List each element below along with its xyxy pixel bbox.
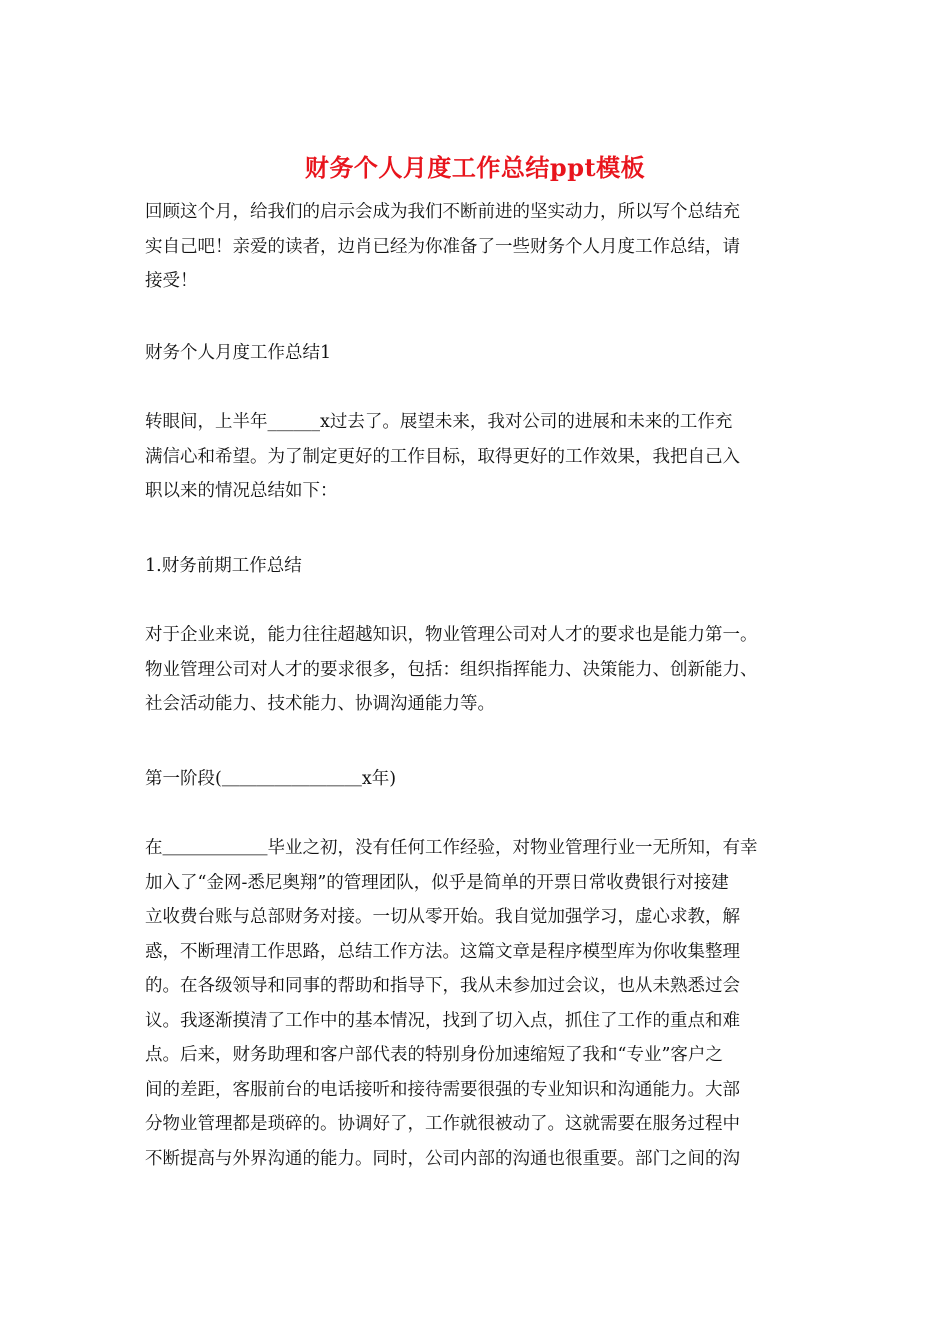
text-line: 的。在各级领导和同事的帮助和指导下，我从未参加过会议，也从未熟悉过会 (145, 976, 740, 996)
paragraph-1 (145, 405, 815, 509)
text-line: 加入了“金网-悉尼奥翔”的管理团队，似乎是简单的开票日常收费银行对接建 (145, 872, 729, 893)
document-title: 财务个人月度工作总结ppt模板 (304, 153, 646, 182)
text-line: 满信心和希望。为了制定更好的工作目标，取得更好的工作效果，我把自己入 (145, 446, 740, 467)
section-heading (145, 336, 815, 371)
text-line: 实自己吧！亲爱的读者，边肖已经为你准备了一些财务个人月度工作总结，请 (145, 236, 740, 257)
text-line: 转眼间，上半年______x过去了。展望未来，我对公司的进展和未来的工作充 (145, 412, 733, 432)
text-line: 物业管理公司对人才的要求很多，包括：组织指挥能力、决策能力、创新能力、 (145, 659, 758, 680)
text-line: 回顾这个月，给我们的启示会成为我们不断前进的坚实动力，所以写个总结充 (145, 202, 740, 222)
subheading (145, 549, 815, 584)
text-line: 惑，不断理清工作思路，总结工作方法。这篇文章是程序模型库为你收集整理 (145, 941, 740, 962)
intro-paragraph (145, 195, 815, 299)
text-line: 接受！ (145, 271, 198, 291)
text-line: 不断提高与外界沟通的能力。同时，公司内部的沟通也很重要。部门之间的沟 (145, 1148, 740, 1169)
text-line: 点。后来，财务助理和客户部代表的特别身份加速缩短了我和“专业”客户之 (145, 1045, 723, 1065)
text-line: 社会活动能力、技术能力、协调沟通能力等。 (145, 694, 495, 714)
text-line: 间的差距，客服前台的电话接听和接待需要很强的专业知识和沟通能力。大部 (145, 1079, 740, 1100)
paragraph-3 (145, 831, 815, 1176)
text-line: 立收费台账与总部财务对接。一切从零开始。我自觉加强学习，虚心求教，解 (145, 907, 740, 927)
stage-heading (145, 762, 815, 797)
text-line: 对于企业来说，能力往往超越知识，物业管理公司对人才的要求也是能力第一。 (145, 625, 758, 645)
stage-heading-text: 第一阶段(＿＿＿＿＿＿＿＿x年) (145, 769, 397, 789)
text-line: 职以来的情况总结如下： (145, 481, 338, 501)
paragraph-2 (145, 618, 815, 722)
section-heading-text: 财务个人月度工作总结1 (145, 343, 332, 363)
text-line: 在＿＿＿＿＿＿毕业之初，没有任何工作经验，对物业管理行业一无所知，有幸 (145, 838, 758, 858)
text-line: 分物业管理都是琐碎的。协调好了，工作就很被动了。这就需要在服务过程中 (145, 1114, 740, 1134)
subheading-text: 1.财务前期工作总结 (145, 556, 302, 576)
text-line: 议。我逐渐摸清了工作中的基本情况，找到了切入点，抓住了工作的重点和难 (145, 1010, 740, 1031)
